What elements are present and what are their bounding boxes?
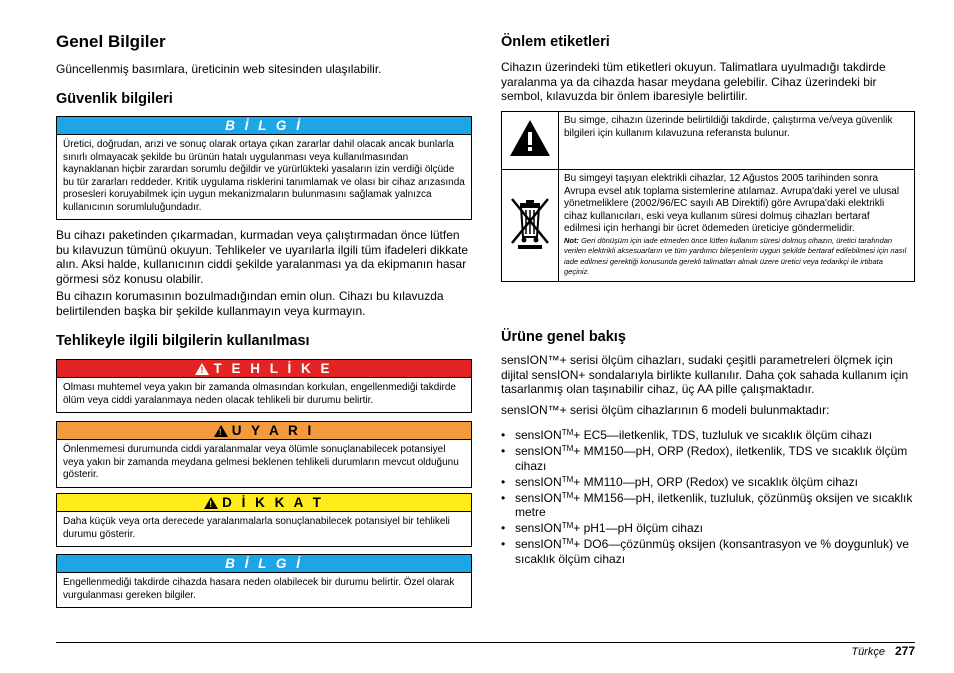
list-item: • sensION™+ EC5—iletkenlik, TDS, tuzluluk ve sıcaklık ölçüm cihazı [501, 428, 915, 443]
danger-box [56, 359, 472, 413]
danger-label: T E H L İ K E [213, 361, 333, 376]
danger-text: Olması muhtemel veya yakın bir zamanda olmasından korkulan, engellenmediği takdirde ölüm veya ciddi yaralanmaya neden olacak tehlikeli bir durumu belirtir. [63, 382, 456, 406]
warning-box [56, 421, 472, 488]
list-item: • sensION™+ DO6—çözünmüş oksijen (konsantrasyon ve % doygunluk) ve sıcaklık ölçüm cihazı [501, 537, 915, 566]
overview-paragraph-2: sensION™+ serisi ölçüm cihazlarının 6 modeli bulunmaktadır: [501, 403, 830, 417]
notice-label: B İ L G İ [57, 117, 471, 135]
warning-triangle-icon [214, 425, 228, 437]
intro-text: Güncellenmiş basımlara, üreticinin web sitesinden ulaşılabilir. [56, 62, 382, 76]
symbol-text: Bu simge, cihazın üzerinde belirtildiği takdirde, çalıştırma ve/veya güvenlik bilgileri için kullanım kılavuzuna referansta bulunur. [559, 112, 915, 170]
page-footer [851, 644, 915, 658]
warning-triangle-icon [204, 497, 218, 509]
warning-text: Önlenmemesi durumunda ciddi yaralanmalar veya ölümle sonuçlanabilecek potansiyel veya yakın bir zamanda meydana gelmesi beklenen tehlikeli durumların mevcut olduğunu gösterir. [63, 444, 459, 480]
hazard-heading: Tehlikeyle ilgili bilgilerin kullanılması [56, 333, 310, 349]
notice-label-2: B İ L G İ [57, 555, 471, 573]
warning-header [57, 422, 471, 440]
caution-text: Daha küçük veya orta derecede yaralanmalarla sonuçlanabilecek potansiyel bir tehlikeli durumu gösterir. [63, 516, 450, 540]
symbol-cell [502, 170, 559, 282]
warning-triangle-icon [195, 363, 209, 375]
symbol-text [559, 170, 915, 282]
notice-box-2 [56, 554, 472, 608]
list-item: • sensION™+ pH1—pH ölçüm cihazı [501, 521, 915, 536]
labels-heading: Önlem etiketleri [501, 34, 610, 50]
weee-note [564, 236, 909, 278]
page-number: 277 [894, 644, 915, 658]
caution-header [57, 494, 471, 512]
caution-label: D İ K K A T [222, 495, 324, 510]
notice-text-2: Engellenmediği takdirde cihazda hasara neden olabilecek bir durumu belirtir. Özel olarak vurgulanması gereken bilgiler. [63, 577, 455, 601]
safety-heading: Güvenlik bilgileri [56, 91, 173, 107]
footer-language: Türkçe [851, 646, 885, 658]
note-text: Geri dönüşüm için iade etmeden önce lütfen kullanım süresi dolmuş cihazın, üretici tarafından verilen elektrikli aksesuarların ve tüm yardımcı bileşenlerin uygun şekilde bertaraf edilebilmesi için nasıl iade edilmesi gerektiği konusunda gerekli talimatları almak üzere üretici veya tedarikçi ile irtibata geçiniz. [564, 235, 907, 276]
notice-box [56, 116, 472, 220]
model-list [501, 428, 915, 568]
warning-triangle-icon [508, 118, 552, 158]
safety-paragraph-2: Bu cihazın korumasının bozulmadığından emin olun. Cihazı bu kılavuzda belirtilenden başka bir şekilde kullanmayın veya kurmayın. [56, 289, 444, 318]
danger-header [57, 360, 471, 378]
overview-heading: Ürüne genel bakış [501, 329, 626, 345]
notice-text: Üretici, doğrudan, arızi ve sonuç olarak ortaya çıkan zararlar dahil olacak ancak bunlarla sınırlı olmayacak şekilde bu ürünün hatalı uygulanması veya kullanılmasından kaynaklanan hiçbir zarardan sorumlu değildir ve yürürlükteki yasaların izin verdiği ölçüde bu tür zararları reddeder. Kritik uygulama risklerini tanımlamak ve olası bir cihaz arızasında prosesleri koruyabilmek için uygun mekanizmaların bulunmasını sağlamak yalnızca kullanıcının sorumluluğundadır. [63, 139, 465, 213]
weee-text: Bu simgeyi taşıyan elektrikli cihazlar, 12 Ağustos 2005 tarihinden sonra Avrupa evsel atık toplama sistemlerine atılamaz. Avrupa'daki yerel ve ulusal yönetmeliklere (2002/96/EC sayılı AB Direktifi) göre Avrupa'daki elektrikli cihaz kullanıcıları, eski veya kullanım süresi dolmuş cihazları bertaraf edilmesi için herhangi bir ücret ödemeden üreticiye göndermelidir. [564, 173, 900, 234]
caution-box [56, 493, 472, 547]
symbol-row [502, 170, 915, 282]
overview-paragraph-1: sensION™+ serisi ölçüm cihazları, sudaki çeşitli parametreleri ölçmek için dijital sensION+ sondalarıyla birlikte kullanılır. Daha çok sahada kullanım için tasarlanmış olan taşınabilir cihaz, üç AA pille çalışmaktadır. [501, 353, 909, 396]
symbol-cell [502, 112, 559, 170]
list-item: • sensION™+ MM110—pH, ORP (Redox) ve sıcaklık ölçüm cihazı [501, 475, 915, 490]
list-item: • sensION™+ MM150—pH, ORP (Redox), iletkenlik, TDS ve sıcaklık ölçüm cihazı [501, 444, 915, 473]
crossed-bin-icon [508, 195, 552, 251]
warning-label: U Y A R I [231, 423, 315, 438]
footer-divider [56, 642, 915, 643]
note-label: Not: [564, 235, 579, 245]
symbol-row [502, 112, 915, 170]
safety-paragraph-1: Bu cihazı paketinden çıkarmadan, kurmadan veya çalıştırmadan önce lütfen bu kılavuzun tümünü okuyun. Tehlikeler ve uyarılarla ilgili tüm ifadeleri dikkate alın. Aksi halde, kullanıcının ciddi şekilde yaralanması ya da ekipmanın hasar görmesi söz konusu olabilir. [56, 228, 468, 286]
list-item: • sensION™+ MM156—pH, iletkenlik, tuzluluk, çözünmüş oksijen ve sıcaklık metre [501, 491, 915, 520]
labels-text: Cihazın üzerindeki tüm etiketleri okuyun. Talimatlara uyulmadığı takdirde yaralanma ya da cihazda hasar meydana gelebilir. Cihaz üzerindeki bir sembol, kılavuzda bir önlem ibaresiyle belirtilir. [501, 60, 886, 103]
symbol-table [501, 111, 915, 282]
page-title: Genel Bilgiler [56, 32, 166, 51]
